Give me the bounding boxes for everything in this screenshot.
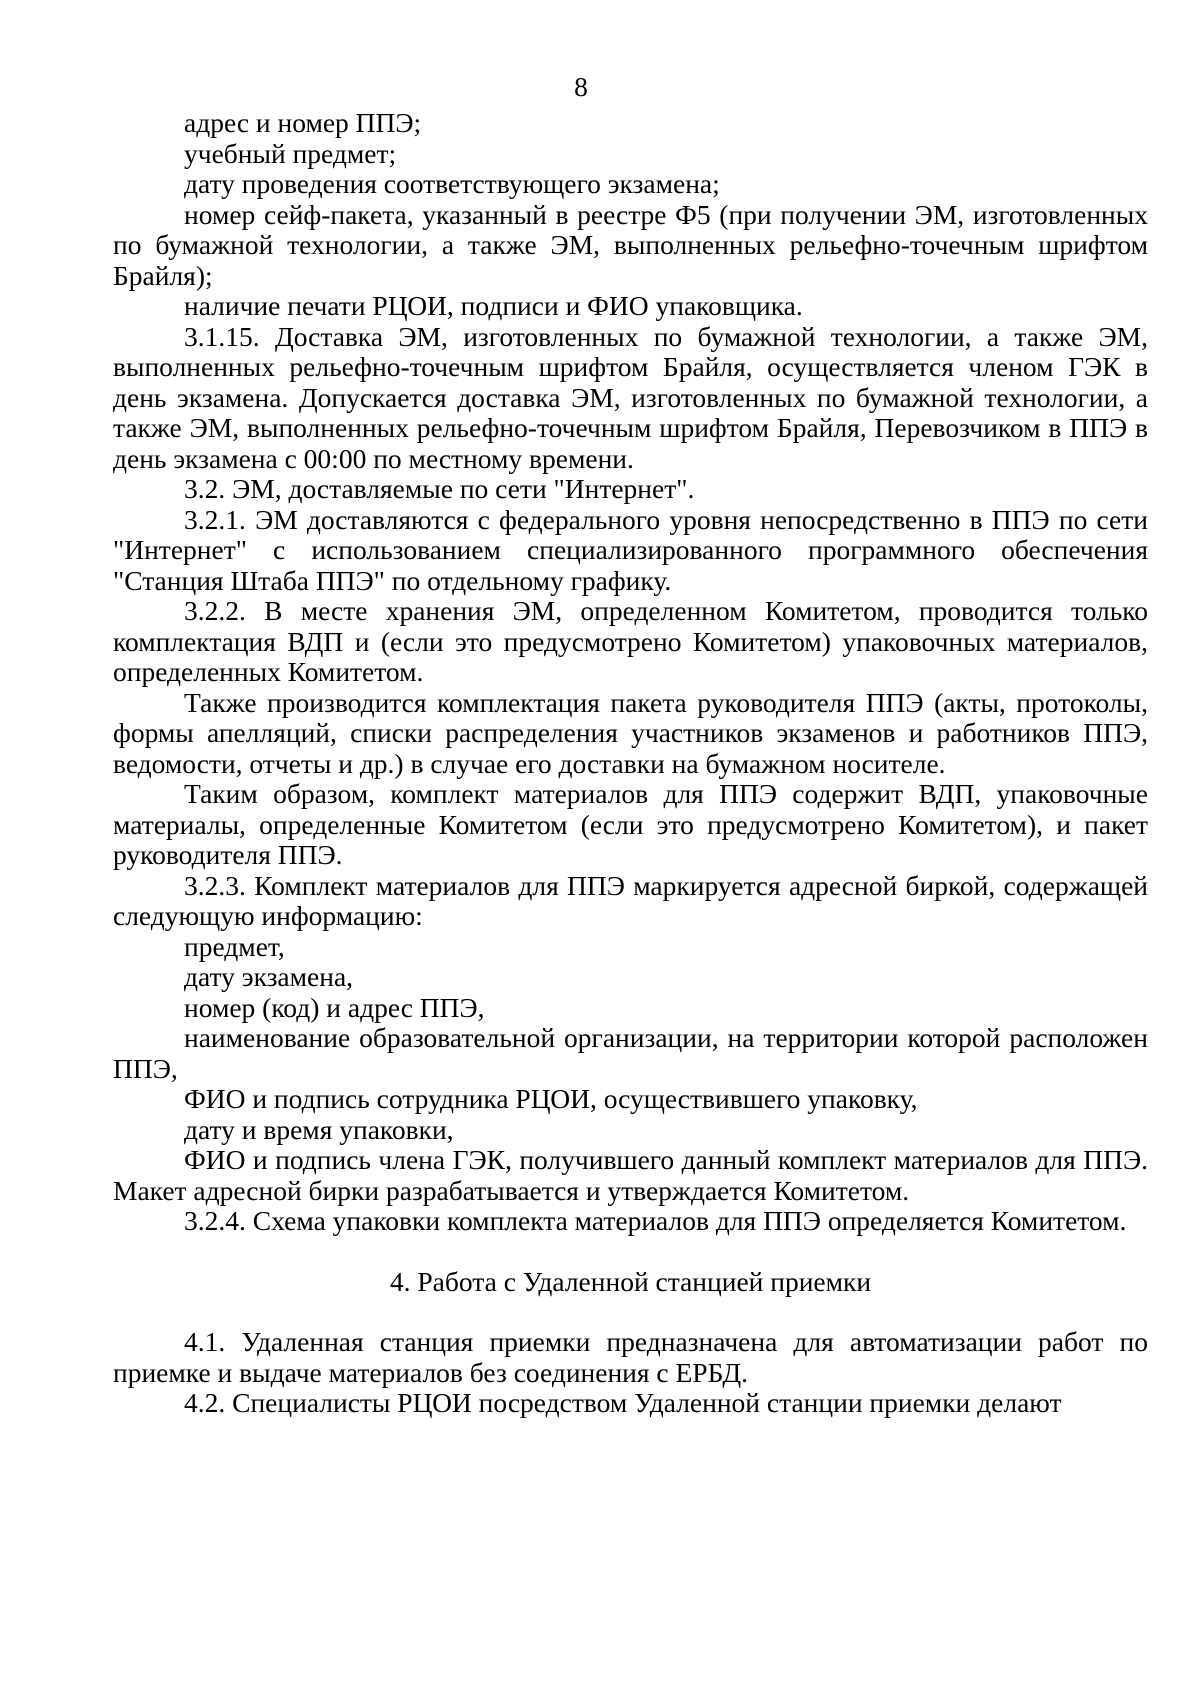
paragraph: Таким образом, комплект материалов для ППЭ содержит ВДП, упаковочные материалы, определенные Комитетом (если это предусмотрено Комитетом), и пакет руководителя ППЭ.	[113, 778, 1148, 870]
paragraph: Также производится комплектация пакета руководителя ППЭ (акты, протоколы, формы апелляций, списки распределения участников экзаменов и работников ППЭ, ведомости, отчеты и др.) в случае его доставки на бумажном носителе.	[113, 686, 1148, 779]
paragraph: 3.2.2. В месте хранения ЭМ, определенном Комитетом, проводится только комплектация ВДП и (если это предусмотрено Комитетом) упаковочных материалов, определенных Комитетом.	[113, 595, 1148, 687]
paragraph: дату и время упаковки,	[184, 1113, 454, 1145]
paragraph: наличие печати РЦОИ, подписи и ФИО упаковщика.	[184, 290, 803, 321]
paragraph: дату проведения соответствующего экзамена;	[184, 168, 720, 199]
paragraph: адрес и номер ППЭ;	[184, 107, 422, 138]
paragraph: 3.2.4. Схема упаковки комплекта материалов для ППЭ определяется Комитетом.	[184, 1205, 1127, 1236]
paragraph: ФИО и подпись члена ГЭК, получившего данный комплект материалов для ППЭ. Макет адресной бирки разрабатывается и утверждается Комитетом.	[113, 1144, 1148, 1206]
paragraph: дату экзамена,	[184, 961, 354, 992]
paragraph: 3.2.3. Комплект материалов для ППЭ маркируется адресной биркой, содержащей следующую информацию:	[113, 869, 1148, 931]
section-heading: 4. Работа с Удаленной станцией приемки	[389, 1265, 872, 1297]
paragraph: 3.2.1. ЭМ доставляются с федерального уровня непосредственно в ППЭ по сети "Интернет" с использованием специализированного программного обеспечения "Станция Штаба ППЭ" по отдельному графику.	[113, 503, 1148, 596]
paragraph: 4.1. Удаленная станция приемки предназначена для автоматизации работ по приемке и выдаче материалов без соединения с ЕРБД.	[113, 1326, 1148, 1388]
paragraph: 3.1.15. Доставка ЭМ, изготовленных по бумажной технологии, а также ЭМ, выполненных рельефно-точечным шрифтом Брайля, осуществляется членом ГЭК в день экзамена. Допускается доставка ЭМ, изготовленных по бумажной технологии, а также ЭМ, выполненных рельефно-точечным шрифтом Брайля, Перевозчиком в ППЭ в день экзамена с 00:00 по местному времени.	[113, 320, 1148, 474]
paragraph: ФИО и подпись сотрудника РЦОИ, осуществившего упаковку,	[184, 1083, 918, 1114]
document-body	[113, 108, 1148, 1419]
paragraph: 3.2. ЭМ, доставляемые по сети "Интернет".	[184, 473, 695, 504]
paragraph: учебный предмет;	[184, 137, 397, 169]
paragraph: номер (код) и адрес ППЭ,	[184, 991, 485, 1023]
paragraph: наименование образовательной организации, на территории которой расположен ППЭ,	[113, 1022, 1148, 1084]
page-number: 8	[574, 71, 588, 102]
paragraph: предмет,	[184, 930, 285, 962]
paragraph: 4.2. Специалисты РЦОИ посредством Удаленной станции приемки делают	[184, 1387, 1062, 1418]
paragraph: номер сейф-пакета, указанный в реестре Ф5 (при получении ЭМ, изготовленных по бумажной технологии, а также ЭМ, выполненных рельефно-точечным шрифтом Брайля);	[113, 198, 1148, 291]
